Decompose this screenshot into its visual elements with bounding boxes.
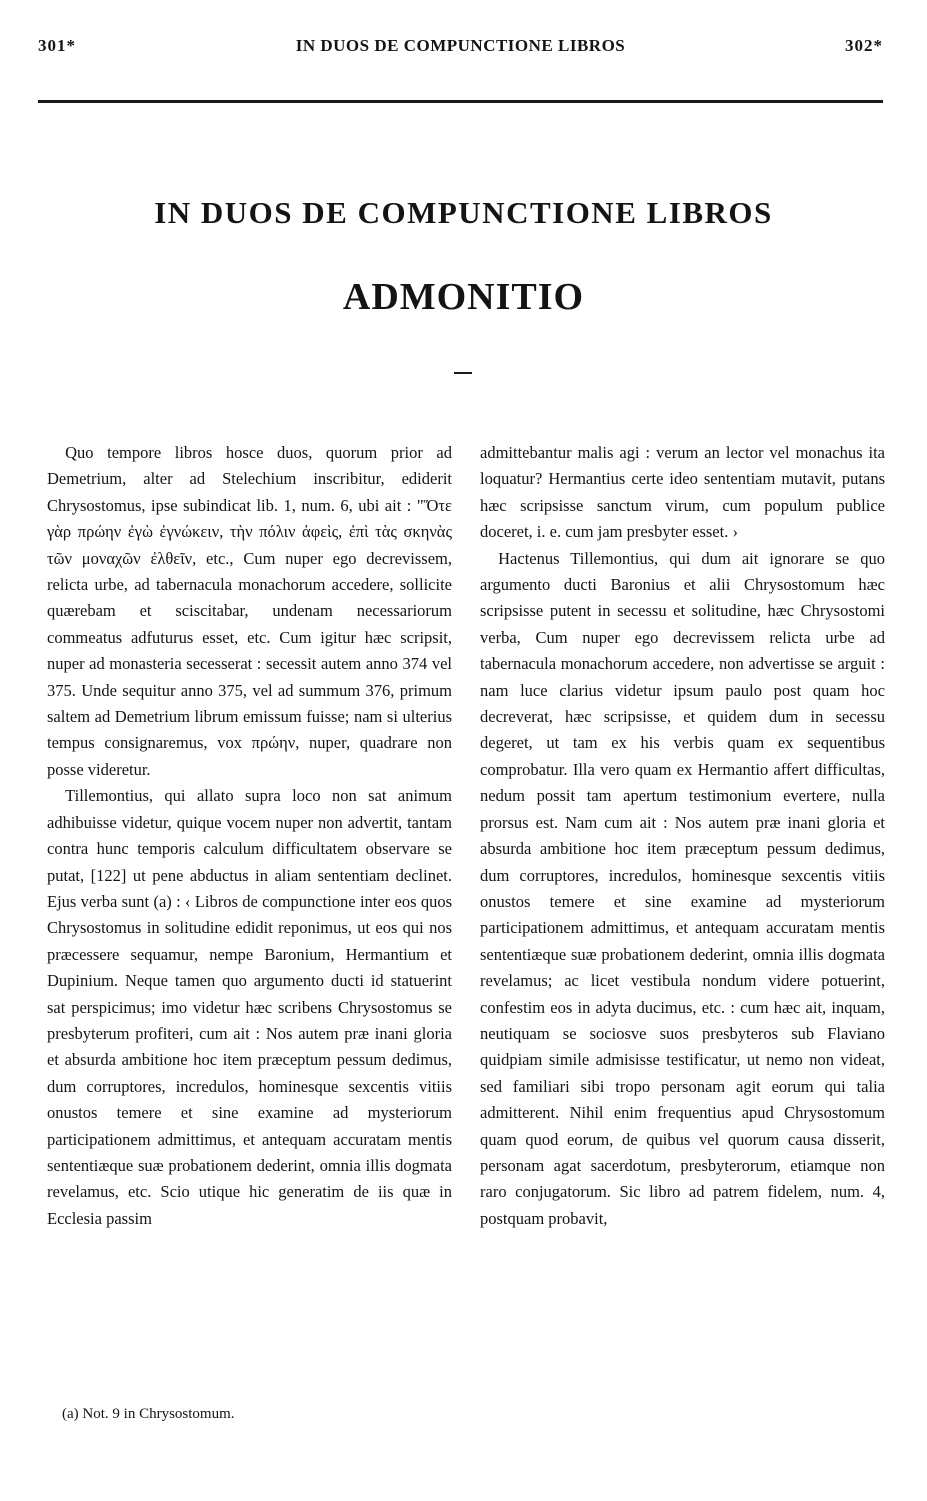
title-separator-dash [454, 372, 472, 374]
header-rule [38, 100, 883, 103]
paragraph: Quo tempore libros hosce duos, quorum prior ad Demetrium, alter ad Stelechium inscribitur, ediderit Chrysostomus, ipse subindicat lib. 1, num. 6, ubi ait : "Ὅτε γὰρ πρώην ἐγὼ ἐγνώκειν, τὴν πόλιν ἀφεὶς, ἐπὶ τὰς σκηνὰς τῶν μοναχῶν ἐλθεῖν, etc., Cum nuper ego decrevissem, relicta urbe, ad tabernacula monachorum accedere, sollicite quærebam et sciscitabar, undenam necessariorum commeatus adfuturus esset, etc. Cum igitur hæc scripsit, nuper ad monasteria secesserat : secessit autem anno 374 vel 375. Unde sequitur anno 375, vel ad summum 376, primum saltem ad Demetrium librum emissum fuisse; nam si ulterius tempus consignaremus, vox πρώην, nuper, quadrare non posse videretur. [47, 443, 452, 779]
left-column [47, 440, 452, 1232]
section-title: ADMONITIO [342, 276, 585, 318]
footnote: (a) Not. 9 in Chrysostomum. [62, 1406, 235, 1422]
page-number-right: 302* [845, 36, 883, 55]
paragraph: Hactenus Tillemontius, qui dum ait ignorare se quo argumento ducti Baronius et alii Chrysostomum hæc scripsisse putent in secessu et solitudine, hæc Chrysostomi verba, Cum nuper ego decrevissem relicta urbe ad tabernacula monachorum accedere, non advertisse se arguit : nam luce clarius videtur ipsum paulo post quam hoc decreverat, hæc scripsisse, et quidem dum in secessu degeret, ut tam ex his verbis quam ex sequentibus comprobatur. Illa vero quam ex Hermantio affert difficultas, nedum possit tam apertum testimonium evertere, nulla prorsus est. Nam cum ait : Nos autem præ inani gloria et absurda ambitione hoc item præceptum pessum dedimus, dum corruptores, incredulos, hominesque sexcentis vitiis onustos temere et sine examine ad mysteriorum participationem admittimus, et antequam accuratam mentis sententiæque suæ probationem dederint, omnia illis dogmata revelamus; ac licet vestibula nondum videre potuerint, confestim eos in adyta ducimus, etc. : cum hæc ait, inquam, neutiquam se sociosve suos presbyteros sub Flaviano quidpiam simile admisisse testificatur, ut nemo non videat, sed familiari sibi tropo personam agit eorum qui talia admitterent. Nihil enim frequentius apud Chrysostomum quam quod eorum, de quibus vel quorum causa disserit, personam agat sacerdotum, presbyterorum, etiamque non raro conjugatorum. Sic libro ad patrem fidelem, num. 4, postquam probavit, [480, 548, 885, 1228]
right-column [480, 440, 885, 1232]
main-title: IN DUOS DE COMPUNCTIONE LIBROS [154, 195, 773, 230]
paragraph: admittebantur malis agi : verum an lector vel monachus ita loquatur? Hermantius certe ideo sententiam mutavit, putans hæc scripsisse sanctum virum, cum populum publice doceret, i. e. cum jam presbyter esset. › [480, 443, 885, 542]
running-title: IN DUOS DE COMPUNCTIONE LIBROS [295, 36, 626, 55]
paragraph: Tillemontius, qui allato supra loco non sat animum adhibuisse videtur, quique vocem nuper non advertit, tantam contra hunc temporis calculum difficultatem observare se putat, [122] ut pene abductus in aliam sententiam declinet. Ejus verba sunt (a) : ‹ Libros de compunctione inter eos quos Chrysostomus in solitudine edidit reponimus, ut eos qui nos præcessere sequamur, nempe Baronium, Hermantium et Dupinium. Neque tamen quo argumento ducti id statuerint sat perspicimus; imo videtur hæc scribens Chrysostomus se presbyterum profiteri, cum ait : Nos autem præ inani gloria et absurda ambitione hoc item præceptum pessum dedimus, dum corruptores, incredulos, hominesque sexcentis vitiis onustos temere et sine examine ad mysteriorum participationem admittimus, et antequam accuratam mentis sententiæque suæ probationem dederint, omnia illis dogmata revelamus, etc. Scio utique hic generatim de iis quæ in Ecclesia passim [47, 786, 452, 1228]
running-header [38, 36, 883, 60]
page-number-left: 301* [38, 36, 76, 55]
